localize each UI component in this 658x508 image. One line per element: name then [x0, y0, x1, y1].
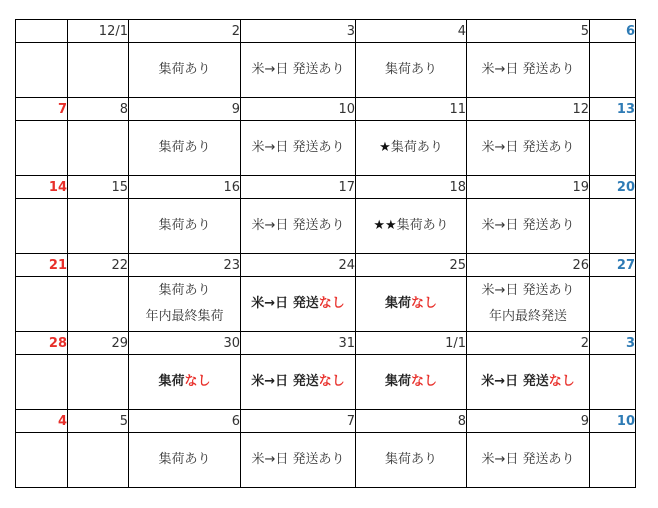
note-none-text: なし [318, 296, 345, 311]
note-text: 米→日 発送あり [481, 283, 575, 298]
weekday-date-cell: 26 [467, 254, 590, 277]
weekday-date-cell: 11 [356, 98, 467, 121]
day-note-cell [68, 121, 129, 176]
star-mark: ★★ [373, 218, 397, 233]
note-line [356, 447, 466, 473]
note-bold-text: 集荷 [158, 374, 185, 389]
day-note-cell [16, 43, 68, 98]
note-line [241, 57, 355, 83]
weekday-date-cell: 1/1 [356, 332, 467, 355]
weekday-date-cell: 12 [467, 98, 590, 121]
note-line [241, 135, 355, 161]
note-text: 集荷あり [384, 62, 437, 77]
note-text: 集荷あり [390, 140, 443, 155]
weekday-date-cell: 6 [129, 410, 241, 433]
day-note-cell [467, 199, 590, 254]
week-date-row [16, 98, 636, 121]
note-text: 米→日 発送あり [251, 62, 345, 77]
week-note-row [16, 433, 636, 488]
week-note-row [16, 121, 636, 176]
week-date-row [16, 254, 636, 277]
weekday-date-cell: 22 [68, 254, 129, 277]
note-line [356, 135, 466, 161]
calendar-body [16, 20, 636, 488]
day-note-cell [241, 277, 356, 332]
day-note-cell [356, 43, 467, 98]
weekday-date-cell: 25 [356, 254, 467, 277]
weekday-date-cell: 5 [68, 410, 129, 433]
saturday-date-cell: 10 [590, 410, 636, 433]
note-line [241, 369, 355, 395]
day-note-cell [467, 277, 590, 332]
weekday-date-cell: 23 [129, 254, 241, 277]
note-line [129, 135, 240, 161]
weekday-date-cell: 15 [68, 176, 129, 199]
weekday-date-cell: 10 [241, 98, 356, 121]
note-bold-text: 米→日 発送 [481, 374, 549, 389]
weekday-date-cell: 7 [241, 410, 356, 433]
note-line [129, 57, 240, 83]
day-note-cell [241, 199, 356, 254]
calendar-table [15, 19, 636, 488]
day-note-cell [16, 355, 68, 410]
day-note-cell [467, 43, 590, 98]
note-line [467, 447, 589, 473]
weekday-date-cell: 12/1 [68, 20, 129, 43]
note-text: 集荷あり [158, 218, 211, 233]
day-note-cell [241, 355, 356, 410]
note-line [241, 213, 355, 239]
day-note-cell [356, 355, 467, 410]
day-note-cell [356, 199, 467, 254]
weekday-date-cell: 19 [467, 176, 590, 199]
day-note-cell [68, 43, 129, 98]
note-line [129, 304, 240, 330]
note-line [467, 278, 589, 304]
day-note-cell [129, 355, 241, 410]
day-note-cell [129, 121, 241, 176]
day-note-cell [68, 199, 129, 254]
weekday-date-cell: 9 [129, 98, 241, 121]
day-note-cell [129, 199, 241, 254]
saturday-date-cell: 20 [590, 176, 636, 199]
sunday-date-cell [16, 20, 68, 43]
weekday-date-cell: 31 [241, 332, 356, 355]
day-note-cell [590, 43, 636, 98]
note-none-text: なし [411, 374, 438, 389]
note-line [467, 304, 589, 330]
note-line [467, 369, 589, 395]
day-note-cell [467, 355, 590, 410]
note-none-text: なし [318, 374, 345, 389]
note-line [356, 57, 466, 83]
saturday-date-cell: 27 [590, 254, 636, 277]
note-line [467, 57, 589, 83]
note-text: 米→日 発送あり [251, 452, 345, 467]
note-line [356, 213, 466, 239]
weekday-date-cell: 4 [356, 20, 467, 43]
sunday-date-cell: 28 [16, 332, 68, 355]
note-none-text: なし [411, 296, 438, 311]
week-date-row [16, 410, 636, 433]
day-note-cell [356, 277, 467, 332]
day-note-cell [356, 121, 467, 176]
day-note-cell [16, 121, 68, 176]
note-text: 集荷あり [158, 62, 211, 77]
note-text: 集荷あり [384, 452, 437, 467]
weekday-date-cell: 17 [241, 176, 356, 199]
note-text: 米→日 発送あり [481, 218, 575, 233]
day-note-cell [129, 277, 241, 332]
weekday-date-cell: 16 [129, 176, 241, 199]
note-line [129, 278, 240, 304]
note-line [241, 291, 355, 317]
note-text: 集荷あり [396, 218, 449, 233]
sunday-date-cell: 21 [16, 254, 68, 277]
note-text: 集荷あり [158, 140, 211, 155]
weekday-date-cell: 30 [129, 332, 241, 355]
note-text: 米→日 発送あり [481, 452, 575, 467]
week-note-row [16, 277, 636, 332]
weekday-date-cell: 24 [241, 254, 356, 277]
note-text: 米→日 発送あり [481, 140, 575, 155]
day-note-cell [590, 199, 636, 254]
day-note-cell [16, 277, 68, 332]
note-text: 集荷あり [158, 283, 211, 298]
weekday-date-cell: 2 [467, 332, 590, 355]
week-date-row [16, 332, 636, 355]
day-note-cell [68, 277, 129, 332]
note-text: 米→日 発送あり [251, 140, 345, 155]
day-note-cell [467, 433, 590, 488]
day-note-cell [590, 277, 636, 332]
note-text: 米→日 発送あり [481, 62, 575, 77]
saturday-date-cell: 13 [590, 98, 636, 121]
note-text: 年内最終発送 [488, 309, 567, 324]
week-note-row [16, 355, 636, 410]
note-text: 米→日 発送あり [251, 218, 345, 233]
weekday-date-cell: 5 [467, 20, 590, 43]
star-mark: ★ [379, 140, 391, 155]
weekday-date-cell: 9 [467, 410, 590, 433]
day-note-cell [68, 355, 129, 410]
week-date-row [16, 176, 636, 199]
day-note-cell [590, 355, 636, 410]
note-line [129, 447, 240, 473]
day-note-cell [16, 199, 68, 254]
note-text: 集荷あり [158, 452, 211, 467]
note-bold-text: 集荷 [384, 296, 411, 311]
note-none-text: なし [184, 374, 211, 389]
weekday-date-cell: 3 [241, 20, 356, 43]
day-note-cell [129, 433, 241, 488]
weekday-date-cell: 18 [356, 176, 467, 199]
day-note-cell [241, 433, 356, 488]
day-note-cell [129, 43, 241, 98]
note-line [356, 291, 466, 317]
note-line [241, 447, 355, 473]
sunday-date-cell: 4 [16, 410, 68, 433]
note-bold-text: 集荷 [384, 374, 411, 389]
day-note-cell [356, 433, 467, 488]
day-note-cell [68, 433, 129, 488]
weekday-date-cell: 2 [129, 20, 241, 43]
weekday-date-cell: 29 [68, 332, 129, 355]
day-note-cell [590, 121, 636, 176]
sunday-date-cell: 14 [16, 176, 68, 199]
saturday-date-cell: 6 [590, 20, 636, 43]
note-line [129, 369, 240, 395]
note-line [467, 213, 589, 239]
day-note-cell [467, 121, 590, 176]
note-bold-text: 米→日 発送 [251, 296, 319, 311]
day-note-cell [241, 43, 356, 98]
day-note-cell [241, 121, 356, 176]
note-bold-text: 米→日 発送 [251, 374, 319, 389]
note-line [467, 135, 589, 161]
weekday-date-cell: 8 [68, 98, 129, 121]
week-note-row [16, 199, 636, 254]
day-note-cell [590, 433, 636, 488]
note-text: 年内最終集荷 [145, 309, 224, 324]
day-note-cell [16, 433, 68, 488]
note-line [356, 369, 466, 395]
weekday-date-cell: 8 [356, 410, 467, 433]
week-note-row [16, 43, 636, 98]
saturday-date-cell: 3 [590, 332, 636, 355]
week-date-row [16, 20, 636, 43]
note-none-text: なし [548, 374, 575, 389]
sunday-date-cell: 7 [16, 98, 68, 121]
note-line [129, 213, 240, 239]
